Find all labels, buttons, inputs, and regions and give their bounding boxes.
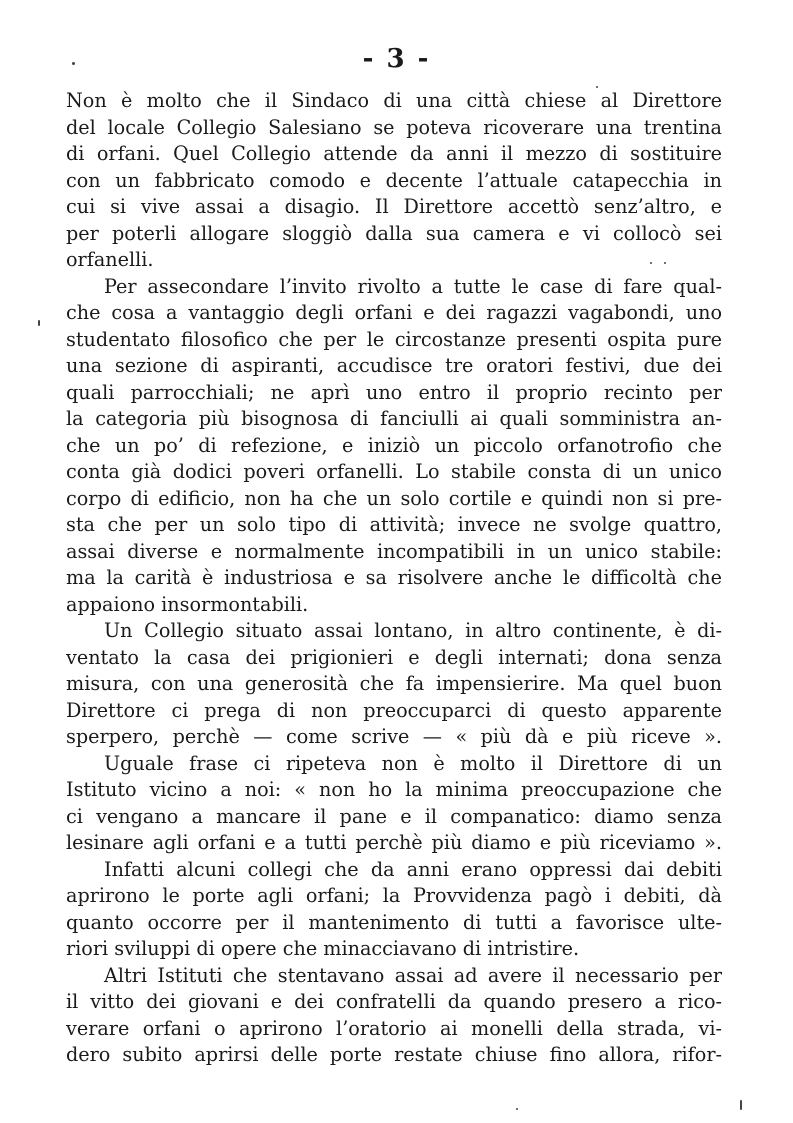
- page-number: - 3 -: [362, 44, 431, 74]
- text-line: una sezione di aspiranti, accudisce tre oratori festivi, due dei: [66, 354, 722, 377]
- text-line: Infatti alcuni collegi che da anni erano oppressi dai debiti: [104, 857, 722, 881]
- text-line: ma la carità è industriosa e sa risolvere anche le difficoltà che: [66, 566, 722, 589]
- text-line: appaiono insormontabili.: [66, 592, 309, 616]
- text-line: ci vengano a mancare il pane e il companatico: diamo senza: [66, 804, 722, 828]
- text-line: orfanelli.: [66, 248, 154, 271]
- text-line: assai diverse e normalmente incompatibili in un unico stabile:: [66, 539, 722, 563]
- scan-speck: [650, 262, 652, 264]
- text-line: Istituto vicino a noi: « non ho la minima preoccupazione che: [66, 778, 722, 801]
- text-line: Non è molto che il Sindaco di una città chiese al Direttore: [66, 89, 722, 112]
- text-line: con un fabbricato comodo e decente l’attuale catapecchia in: [66, 168, 722, 192]
- text-line: di orfani. Quel Collegio attende da anni il mezzo di sostituire: [66, 142, 722, 165]
- scan-speck: [740, 1100, 742, 1110]
- text-line: che cosa a vantaggio degli orfani e dei ragazzi vagabondi, uno: [66, 301, 722, 324]
- text-line: cui si vive assai a disagio. Il Direttore accettò senz’altro, e: [66, 195, 722, 218]
- text-line: Altri Istituti che stentavano assai ad avere il necessario per: [104, 963, 722, 987]
- text-line: conta già dodici poveri orfanelli. Lo stabile consta di un unico: [66, 460, 722, 483]
- text-line: misura, con una generosità che fa impensierire. Ma quel buon: [66, 672, 722, 695]
- text-line: per poterli allogare sloggiò dalla sua camera e vi collocò sei: [66, 221, 722, 245]
- text-line: Un Collegio situato assai lontano, in altro continente, è di-: [104, 619, 722, 642]
- scan-speck: [596, 86, 598, 88]
- text-line: sta che per un solo tipo di attività; invece ne svolge quattro,: [66, 513, 722, 536]
- text-line: aprirono le porte agli orfani; la Provvidenza pagò i debiti, dà: [66, 884, 722, 907]
- scan-speck: [664, 262, 666, 264]
- text-line: corpo di edificio, non ha che un solo cortile e quindi non si pre-: [66, 486, 722, 510]
- text-line: studentato filosofico che per le circostanze presenti ospita pure: [66, 327, 722, 351]
- text-line: verare orfani o aprirono l’oratorio ai monelli della strada, vi-: [66, 1016, 722, 1040]
- text-line: Uguale frase ci ripeteva non è molto il Direttore di un: [104, 751, 722, 775]
- text-line: Direttore ci prega di non preoccuparci di questo apparente: [66, 698, 722, 722]
- text-line: la categoria più bisognosa di fanciulli ai quali somministra an-: [66, 407, 722, 430]
- text-line: riori sviluppi di opere che minacciavano di intristire.: [66, 937, 580, 960]
- text-line: il vitto dei giovani e dei confratelli da quando presero a rico-: [66, 990, 722, 1013]
- body-text: [66, 88, 722, 1069]
- text-line: lesinare agli orfani e a tutti perchè più diamo e più riceviamo ».: [66, 831, 722, 854]
- text-line: del locale Collegio Salesiano se poteva ricoverare una trentina: [66, 115, 722, 139]
- text-line: ventato la casa dei prigionieri e degli internati; dona senza: [66, 645, 722, 669]
- text-line: quanto occorre per il mantenimento di tutti a favorisce ulte-: [66, 910, 722, 934]
- text-line: sperpero, perchè — come scrive — « più dà e più riceve ».: [66, 725, 722, 748]
- text-line: Per assecondare l’invito rivolto a tutte le case di fare qual-: [104, 274, 722, 298]
- scan-speck: [516, 1108, 518, 1110]
- text-line: che un po’ di refezione, e iniziò un piccolo orfanotrofio che: [66, 433, 722, 457]
- scan-speck: [72, 62, 75, 65]
- scan-speck: [38, 320, 40, 326]
- text-line: dero subito aprirsi delle porte restate chiuse fino allora, rifor-: [66, 1043, 722, 1066]
- text-line: quali parrocchiali; ne aprì uno entro il proprio recinto per: [66, 380, 722, 404]
